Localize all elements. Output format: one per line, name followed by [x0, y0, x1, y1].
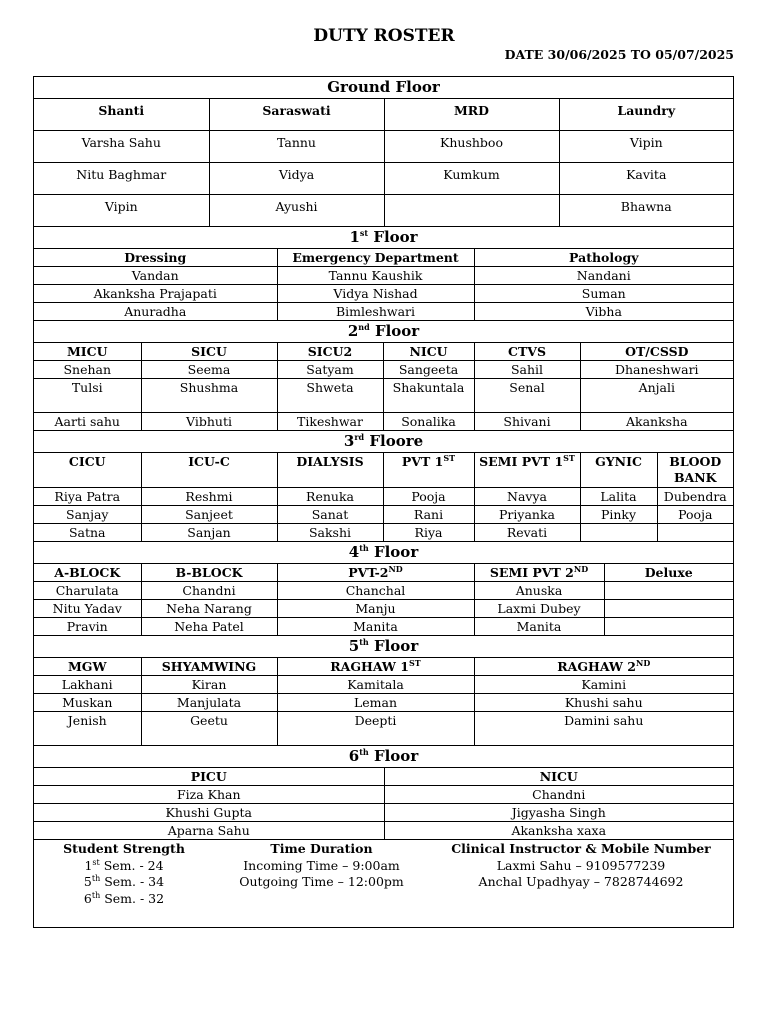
- staff-cell: Riya Patra: [34, 488, 141, 506]
- fifth-floor-table: [34, 635, 733, 745]
- dept-header: ICU-C: [141, 453, 277, 488]
- dept-header: SICU: [141, 343, 277, 361]
- dept-header: SHYAMWING: [141, 658, 277, 676]
- dept-header: OT/CSSD: [580, 343, 733, 361]
- staff-cell: Nandani: [474, 267, 733, 285]
- ground-floor-table: [34, 77, 733, 226]
- staff-cell: Akanksha Prajapati: [34, 285, 277, 303]
- dept-header: PICU: [34, 768, 384, 786]
- ground-floor-title: Ground Floor: [327, 78, 440, 96]
- dept-header: NICU: [383, 343, 474, 361]
- table-row: [34, 786, 733, 804]
- fourth-floor-title: 4th Floor: [348, 543, 419, 561]
- dept-header: GYNIC: [580, 453, 657, 488]
- table-row: [34, 195, 733, 227]
- staff-cell: Manita: [277, 618, 474, 636]
- third-floor-table: [34, 430, 733, 541]
- table-row: [34, 506, 733, 524]
- student-line: 5th Sem. - 34: [83, 873, 165, 889]
- staff-cell: Lalita: [580, 488, 657, 506]
- staff-cell: Sakshi: [277, 524, 383, 542]
- staff-cell: Sanjeet: [141, 506, 277, 524]
- table-row: [34, 379, 733, 413]
- staff-cell: Revati: [474, 524, 580, 542]
- staff-cell: Charulata: [34, 582, 141, 600]
- dept-header: CICU: [34, 453, 141, 488]
- staff-cell: Neha Narang: [141, 600, 277, 618]
- staff-cell: Vipin: [559, 131, 733, 163]
- staff-cell: Damini sahu: [474, 712, 733, 746]
- staff-cell: Laxmi Dubey: [474, 600, 604, 618]
- table-row: [34, 361, 733, 379]
- staff-cell: [580, 524, 657, 542]
- table-row: [34, 804, 733, 822]
- staff-cell: [604, 618, 733, 636]
- dept-header: MGW: [34, 658, 141, 676]
- dept-header: Pathology: [474, 249, 733, 267]
- staff-cell: Pravin: [34, 618, 141, 636]
- staff-cell: Tannu Kaushik: [277, 267, 474, 285]
- staff-cell: Dhaneshwari: [580, 361, 733, 379]
- dept-header: Saraswati: [209, 99, 384, 131]
- staff-cell: Vidya Nishad: [277, 285, 474, 303]
- date-range: DATE 30/06/2025 TO 05/07/2025: [504, 47, 734, 62]
- staff-cell: Khushboo: [384, 131, 559, 163]
- dept-header: B-BLOCK: [141, 564, 277, 582]
- first-floor-table: [34, 226, 733, 320]
- dept-header: Emergency Department: [277, 249, 474, 267]
- fourth-floor-table: [34, 541, 733, 635]
- table-row: [34, 600, 733, 618]
- staff-cell: Vandan: [34, 267, 277, 285]
- staff-cell: Jenish: [34, 712, 141, 746]
- staff-cell: Satyam: [277, 361, 383, 379]
- staff-cell: Tikeshwar: [277, 413, 383, 431]
- staff-cell: Bimleshwari: [277, 303, 474, 321]
- staff-cell: [657, 524, 733, 542]
- staff-cell: Varsha Sahu: [34, 131, 209, 163]
- staff-cell: Kumkum: [384, 163, 559, 195]
- student-strength: Student Strength 1st Sem. - 24 5th Sem. - 34 6th Sem. - 32: [34, 841, 214, 907]
- staff-cell: Snehan: [34, 361, 141, 379]
- second-floor-table: [34, 320, 733, 430]
- staff-cell: Sanjay: [34, 506, 141, 524]
- staff-cell: Khushi sahu: [474, 694, 733, 712]
- staff-cell: Akanksha xaxa: [384, 822, 733, 840]
- staff-cell: [604, 582, 733, 600]
- staff-cell: Deepti: [277, 712, 474, 746]
- sixth-floor-title: 6th Floor: [348, 747, 419, 765]
- staff-cell: Vibhuti: [141, 413, 277, 431]
- third-floor-title: 3rd Floore: [343, 432, 424, 450]
- table-row: [34, 582, 733, 600]
- dept-header: BLOOD BANK: [657, 453, 733, 488]
- table-row: [34, 303, 733, 321]
- staff-cell: [384, 195, 559, 227]
- staff-cell: Aparna Sahu: [34, 822, 384, 840]
- staff-cell: Riya: [383, 524, 474, 542]
- dept-header: SEMI PVT 2ND: [474, 564, 604, 582]
- staff-cell: Leman: [277, 694, 474, 712]
- instructor-line: Anchal Upadhyay – 7828744692: [478, 874, 684, 889]
- staff-cell: Muskan: [34, 694, 141, 712]
- staff-cell: Shivani: [474, 413, 580, 431]
- staff-cell: Ayushi: [209, 195, 384, 227]
- student-line: 6th Sem. - 32: [83, 890, 165, 906]
- dept-header: Shanti: [34, 99, 209, 131]
- dept-header: Laundry: [559, 99, 733, 131]
- staff-cell: Jigyasha Singh: [384, 804, 733, 822]
- table-row: [34, 131, 733, 163]
- document-title: DUTY ROSTER: [313, 26, 455, 46]
- dept-header: Dressing: [34, 249, 277, 267]
- dept-header: Deluxe: [604, 564, 733, 582]
- staff-cell: Shweta: [277, 379, 383, 413]
- staff-cell: Rani: [383, 506, 474, 524]
- staff-cell: Anuska: [474, 582, 604, 600]
- roster-footer: [34, 839, 733, 927]
- staff-cell: Neha Patel: [141, 618, 277, 636]
- instructor-line: Laxmi Sahu – 9109577239: [496, 857, 666, 873]
- staff-cell: Vidya: [209, 163, 384, 195]
- table-row: [34, 676, 733, 694]
- dept-header: SICU2: [277, 343, 383, 361]
- staff-cell: Kamini: [474, 676, 733, 694]
- staff-cell: Khushi Gupta: [34, 804, 384, 822]
- staff-cell: Bhawna: [559, 195, 733, 227]
- table-row: [34, 822, 733, 840]
- table-row: [34, 524, 733, 542]
- staff-cell: Senal: [474, 379, 580, 413]
- staff-cell: Priyanka: [474, 506, 580, 524]
- staff-cell: Kamitala: [277, 676, 474, 694]
- table-row: [34, 618, 733, 636]
- table-row: [34, 694, 733, 712]
- staff-cell: Shakuntala: [383, 379, 474, 413]
- dept-header: MRD: [384, 99, 559, 131]
- dept-header: PVT-2ND: [277, 564, 474, 582]
- second-floor-title: 2nd Floor: [347, 322, 420, 340]
- staff-cell: Reshmi: [141, 488, 277, 506]
- staff-cell: Kavita: [559, 163, 733, 195]
- staff-cell: Pinky: [580, 506, 657, 524]
- staff-cell: Manita: [474, 618, 604, 636]
- staff-cell: Aarti sahu: [34, 413, 141, 431]
- staff-cell: Tannu: [209, 131, 384, 163]
- staff-cell: Anuradha: [34, 303, 277, 321]
- table-row: [34, 163, 733, 195]
- staff-cell: Akanksha: [580, 413, 733, 431]
- dept-header: PVT 1ST: [383, 453, 474, 488]
- fifth-floor-title: 5th Floor: [348, 637, 419, 655]
- staff-cell: Lakhani: [34, 676, 141, 694]
- staff-cell: Manjulata: [141, 694, 277, 712]
- table-row: [34, 712, 733, 746]
- staff-cell: Vibha: [474, 303, 733, 321]
- table-row: [34, 285, 733, 303]
- dept-header: NICU: [384, 768, 733, 786]
- staff-cell: Navya: [474, 488, 580, 506]
- staff-cell: Sangeeta: [383, 361, 474, 379]
- time-duration: Time Duration Incoming Time – 9:00am Outgoing Time – 12:00pm: [214, 841, 429, 907]
- staff-cell: Sonalika: [383, 413, 474, 431]
- dept-header: CTVS: [474, 343, 580, 361]
- staff-cell: Seema: [141, 361, 277, 379]
- staff-cell: Tulsi: [34, 379, 141, 413]
- sixth-floor-table: [34, 745, 733, 839]
- staff-cell: Anjali: [580, 379, 733, 413]
- staff-cell: Manju: [277, 600, 474, 618]
- staff-cell: Kiran: [141, 676, 277, 694]
- staff-cell: Satna: [34, 524, 141, 542]
- duty-roster-table: [33, 76, 734, 928]
- student-line: 1st Sem. - 24: [84, 857, 164, 873]
- staff-cell: Geetu: [141, 712, 277, 746]
- incoming-time: Incoming Time – 9:00am: [243, 857, 400, 873]
- first-floor-title: 1st Floor: [349, 228, 418, 246]
- staff-cell: Chandni: [141, 582, 277, 600]
- staff-cell: Pooja: [657, 506, 733, 524]
- table-row: [34, 488, 733, 506]
- dept-header: RAGHAW 2ND: [474, 658, 733, 676]
- staff-cell: Pooja: [383, 488, 474, 506]
- staff-cell: Nitu Baghmar: [34, 163, 209, 195]
- dept-header: SEMI PVT 1ST: [474, 453, 580, 488]
- staff-cell: Sanjan: [141, 524, 277, 542]
- staff-cell: Sanat: [277, 506, 383, 524]
- staff-cell: Shushma: [141, 379, 277, 413]
- staff-cell: Vipin: [34, 195, 209, 227]
- clinical-instructors: Clinical Instructor & Mobile Number Laxmi Sahu – 9109577239 Anchal Upadhyay – 7828744692: [429, 841, 733, 907]
- table-row: [34, 413, 733, 431]
- outgoing-time: Outgoing Time – 12:00pm: [239, 874, 404, 889]
- staff-cell: Suman: [474, 285, 733, 303]
- dept-header: RAGHAW 1ST: [277, 658, 474, 676]
- staff-cell: Sahil: [474, 361, 580, 379]
- staff-cell: Chandni: [384, 786, 733, 804]
- table-row: [34, 267, 733, 285]
- staff-cell: Renuka: [277, 488, 383, 506]
- staff-cell: Fiza Khan: [34, 786, 384, 804]
- dept-header: DIALYSIS: [277, 453, 383, 488]
- staff-cell: [604, 600, 733, 618]
- staff-cell: Nitu Yadav: [34, 600, 141, 618]
- staff-cell: Dubendra: [657, 488, 733, 506]
- dept-header: A-BLOCK: [34, 564, 141, 582]
- staff-cell: Chanchal: [277, 582, 474, 600]
- dept-header: MICU: [34, 343, 141, 361]
